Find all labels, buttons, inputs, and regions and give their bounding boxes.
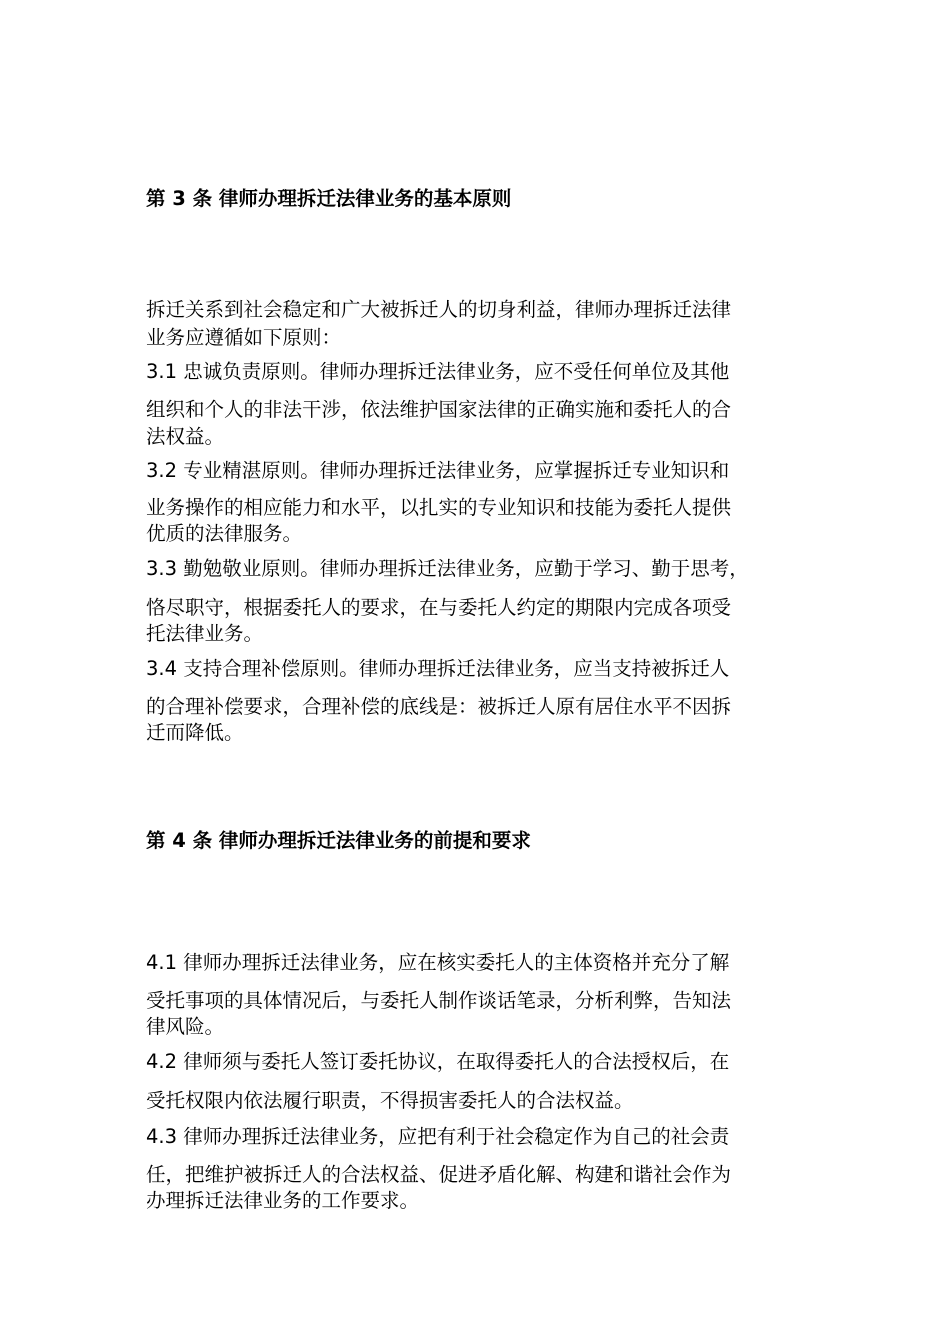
item-4-3-line-1: 4.3 律师办理拆迁法律业务，应把有利于社会稳定作为自己的社会责 xyxy=(146,1125,730,1148)
item-3-4-line-3: 迁而降低。 xyxy=(146,721,244,744)
item-3-2-line-3: 优质的法律服务。 xyxy=(146,522,303,545)
item-3-4-line-2: 的合理补偿要求，合理补偿的底线是：被拆迁人原有居住水平不因拆 xyxy=(146,695,732,718)
item-3-3-line-2: 恪尽职守，根据委托人的要求，在与委托人约定的期限内完成各项受 xyxy=(146,596,732,619)
item-3-4-line-1: 3.4 支持合理补偿原则。律师办理拆迁法律业务，应当支持被拆迁人 xyxy=(146,657,730,680)
item-3-1-line-1: 3.1 忠诚负责原则。律师办理拆迁法律业务，应不受任何单位及其他 xyxy=(146,360,730,383)
item-3-2-line-2: 业务操作的相应能力和水平，以扎实的专业知识和技能为委托人提供 xyxy=(146,496,732,519)
item-4-3-line-3: 办理拆迁法律业务的工作要求。 xyxy=(146,1189,420,1212)
item-4-1-line-1: 4.1 律师办理拆迁法律业务，应在核实委托人的主体资格并充分了解 xyxy=(146,951,730,974)
item-4-2-line-1: 4.2 律师须与委托人签订委托协议，在取得委托人的合法授权后，在 xyxy=(146,1050,730,1073)
section-3-intro-line-1: 拆迁关系到社会稳定和广大被拆迁人的切身利益，律师办理拆迁法律 xyxy=(146,298,732,321)
item-3-1-line-2: 组织和个人的非法干涉，依法维护国家法律的正确实施和委托人的合 xyxy=(146,398,732,421)
item-4-2-line-2: 受托权限内依法履行职责，不得损害委托人的合法权益。 xyxy=(146,1089,634,1112)
item-3-3-line-3: 托法律业务。 xyxy=(146,622,264,645)
section-4-heading: 第 4 条 律师办理拆迁法律业务的前提和要求 xyxy=(146,829,531,852)
section-3-heading: 第 3 条 律师办理拆迁法律业务的基本原则 xyxy=(146,187,512,210)
item-3-2-line-1: 3.2 专业精湛原则。律师办理拆迁法律业务，应掌握拆迁专业知识和 xyxy=(146,459,730,482)
item-3-1-line-3: 法权益。 xyxy=(146,425,225,448)
section-3-intro-line-2: 业务应遵循如下原则： xyxy=(146,326,342,349)
item-4-3-line-2: 任，把维护被拆迁人的合法权益、促进矛盾化解、构建和谐社会作为 xyxy=(146,1163,732,1186)
item-4-1-line-3: 律风险。 xyxy=(146,1015,225,1038)
item-4-1-line-2: 受托事项的具体情况后，与委托人制作谈话笔录，分析利弊，告知法 xyxy=(146,989,732,1012)
item-3-3-line-1: 3.3 勤勉敬业原则。律师办理拆迁法律业务，应勤于学习、勤于思考， xyxy=(146,557,749,580)
